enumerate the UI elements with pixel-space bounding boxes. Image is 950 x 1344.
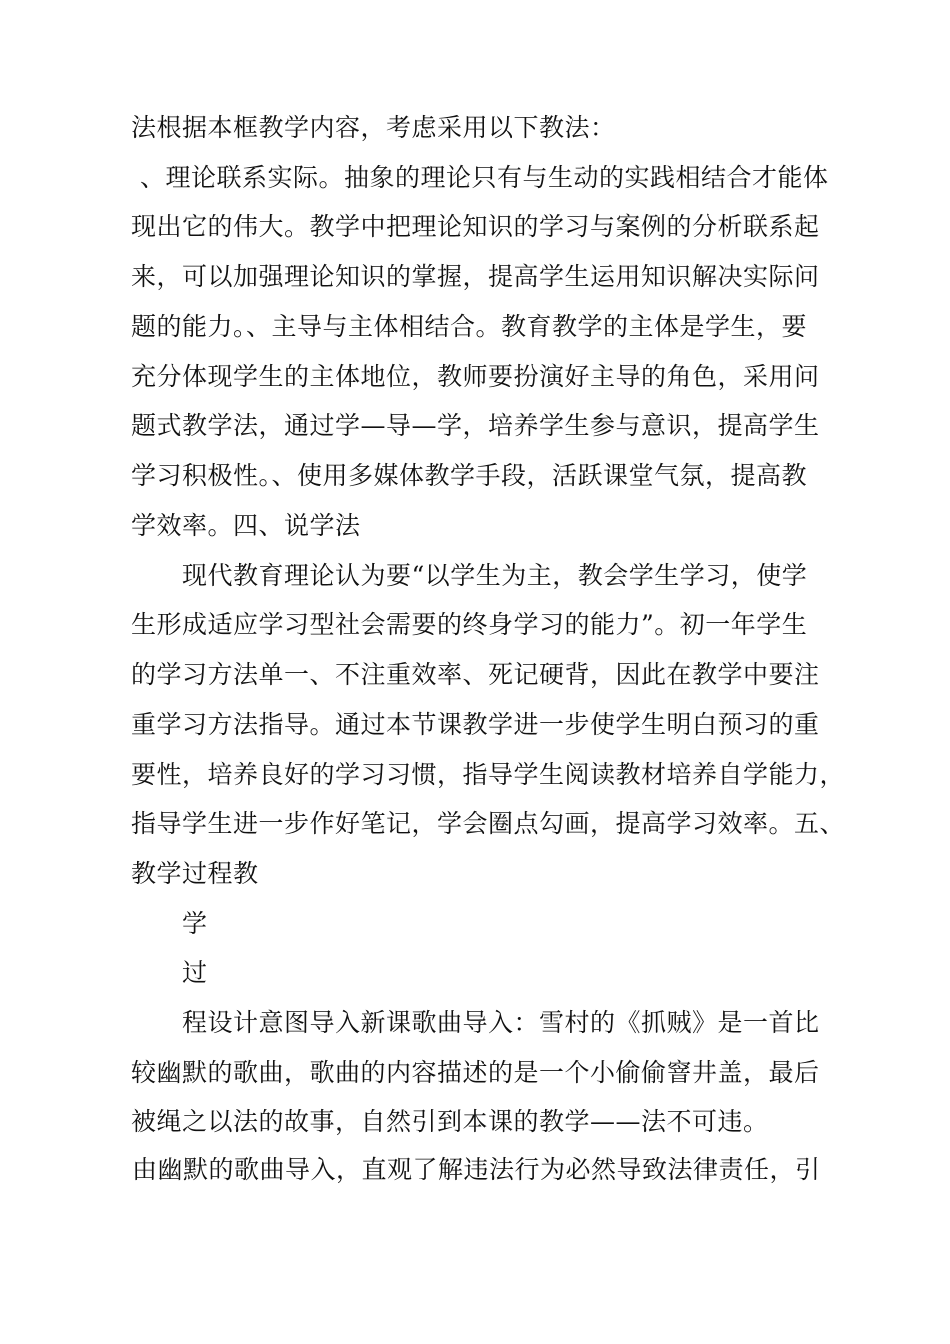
text-line: 的学习方法单一、不注重效率、死记硬背，因此在教学中要注 — [131, 660, 820, 689]
text-line: 教学过程教 — [131, 859, 259, 888]
text-line: 、理论联系实际。抽象的理论只有与生动的实践相结合才能体 — [140, 163, 829, 192]
text-line: 学习积极性。、使用多媒体教学手段，活跃课堂气氛，提高教 — [131, 461, 808, 490]
text-line: 较幽默的歌曲，歌曲的内容描述的是一个小偷偷窨井盖，最后 — [131, 1058, 820, 1087]
text-line: 来，可以加强理论知识的掌握，提高学生运用知识解决实际问 — [131, 262, 820, 291]
text-line: 题式教学法，通过学—导—学，培养学生参与意识，提高学生 — [131, 411, 820, 440]
text-line: 现代教育理论认为要“以学生为主，教会学生学习，使学 — [182, 561, 808, 590]
text-line: 被绳之以法的故事，自然引到本课的教学——法不可违。 — [131, 1107, 769, 1136]
text-line: 学 — [182, 909, 208, 938]
text-line: 指导学生进一步作好笔记，学会圈点勾画，提高学习效率。五、 — [131, 809, 846, 838]
text-line: 程设计意图导入新课歌曲导入：雪村的《抓贼》是一首比 — [182, 1008, 820, 1037]
text-line: 生形成适应学习型社会需要的终身学习的能力”。初一年学生 — [131, 610, 808, 639]
text-line: 现出它的伟大。教学中把理论知识的学习与案例的分析联系起 — [131, 212, 820, 241]
text-line: 重学习方法指导。通过本节课教学进一步使学生明白预习的重 — [131, 710, 820, 739]
text-line: 法根据本框教学内容，考虑采用以下教法： — [131, 113, 616, 142]
text-line: 学效率。四、说学法 — [131, 511, 361, 540]
text-line: 题的能力。、主导与主体相结合。教育教学的主体是学生，要 — [131, 312, 808, 341]
text-line: 由幽默的歌曲导入，直观了解违法行为必然导致法律责任，引 — [132, 1155, 821, 1184]
text-line: 充分体现学生的主体地位，教师要扮演好主导的角色，采用问 — [131, 362, 820, 391]
text-line: 要性，培养良好的学习习惯，指导学生阅读教材培养自学能力， — [131, 760, 846, 789]
text-line: 过 — [182, 958, 208, 987]
